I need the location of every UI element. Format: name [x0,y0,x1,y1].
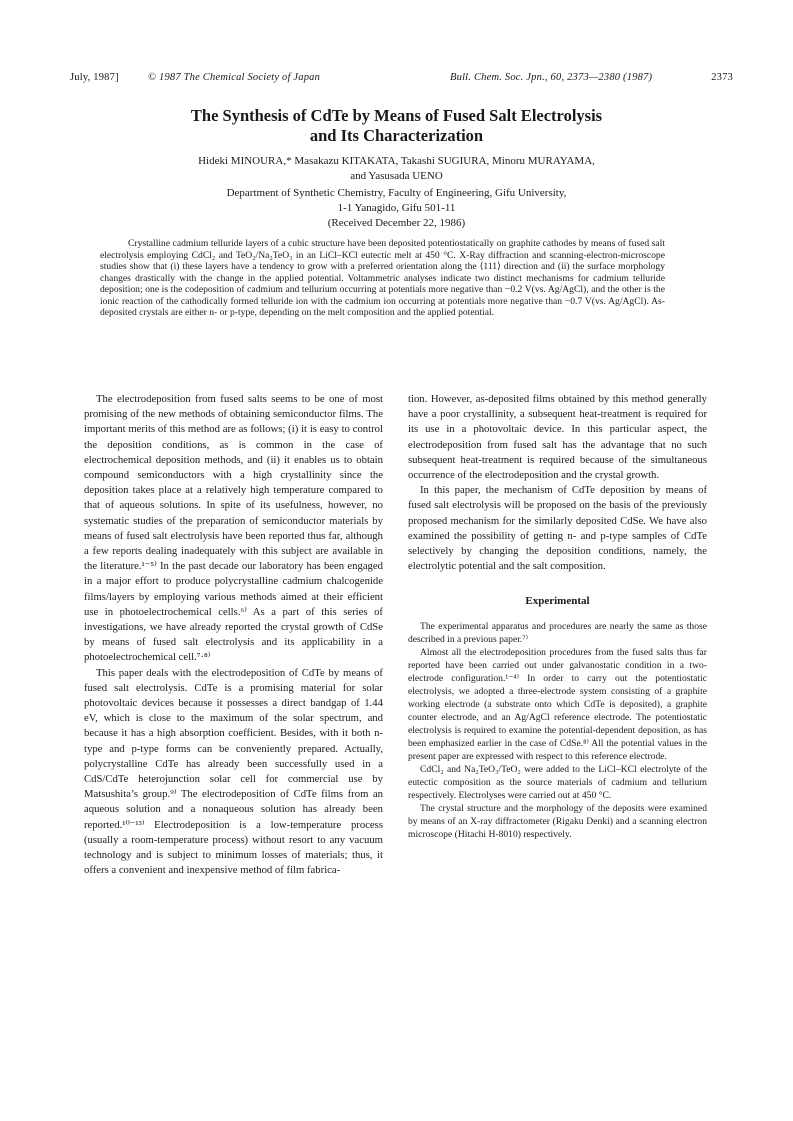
intro-paragraph-1: The electrodeposition from fused salts seems to be one of most promising of the new methods of obtaining semiconductor films. The important merits of this method are as follows; (i) it is easy to control the deposition conditions, as is common in the case of electrochemical deposition methods, and (ii) it enables us to obtain compound semiconductors with a high crystallinity since the deposition takes place at a relatively high temperature compared to that of aqueous solutions. In spite of its usefulness, however, no systematic studies of the preparation of semiconductor materials by means of fused salt electrolysis have been reported thus far, although a few reports dealing inadequately with this subject are available in the literature.¹⁻⁵⁾ In the past decade our laboratory has been engaged in a major effort to produce polycrystalline cadmium chalcogenide films/layers by employing various methods aimed at their efficient use in photoelectrochemical cells.⁶⁾ As a part of this series of investigations, we have already reported the crystal growth of CdSe by means of fused salt electrolysis and its applicability in a photoelectrochemical cell.⁷·⁸⁾ [84,393,383,664]
left-column [84,392,383,879]
intro-paragraph-2: This paper deals with the electrodeposition of CdTe by means of fused salt electrolysis. CdTe is a promising material for solar photovoltaic devices because it possesses a direct bandgap of 1.44 eV, which is close to the maximum of the solar spectrum, and because it has a high absorption coefficient. Besides, with it both n-type and p-type forms can be conveniently prepared. Actually, polycrystalline CdTe has already been successfully used in a CdS/CdTe heterojunction solar cell for commercial use by Matsushita’s group.⁹⁾ The electrodeposition of CdTe films from an aqueous solution and a nonaqueous solution has already been reported.¹⁰⁻¹³⁾ Electrodeposition is a low-temperature process (usually a room-temperature process) without resort to any vacuum technology and is subject to minimum losses of materials; thus, it offers a convenient and inexpensive method of film fabrica- [84,666,383,877]
section-heading-experimental: Experimental [525,595,590,608]
title-line-2: and Its Characterization [309,126,484,145]
affiliation-line-2: 1-1 Yanagido, Gifu 501-11 [337,202,456,214]
experimental-paragraph-2: Almost all the electrodeposition procedures from the fused salts thus far reported have been carried out under galvanostatic condition in a two-electrode configuration.¹⁻⁴⁾ In order to carry out the potentiostatic electrolysis, we adopted a three-electrode system consisting of a graphite working electrode (a substrate onto which CdTe is deposited), a graphite counter electrode, and an Ag/AgCl reference electrode. The potentiostatic electrolysis is required to examine the potential-dependent deposition, as has been emphasized earlier in the case of CdSe.⁸⁾ All the potential values in the present paper are expressed with respect to this reference electrode. [408,646,707,762]
right-column [408,392,707,841]
affiliation-line-1: Department of Synthetic Chemistry, Faculty of Engineering, Gifu University, [226,187,567,199]
header-date: July, 1987] [70,72,119,83]
article-title [100,106,693,146]
experimental-section [408,620,707,841]
intro-paragraph-3: tion. However, as-deposited films obtained by this method generally have a poor crystallinity, a subsequent heat-treatment is required for its use in a photovoltaic device. In this particular aspect, the electrodeposition from fused salt has the advantage that no such subsequent heat-treatment is required because of the simultaneous occurrence of the electrodeposition and the crystal growth. [408,393,707,482]
running-header [70,72,733,88]
author-list [100,154,693,184]
experimental-paragraph-4: The crystal structure and the morphology of the deposits were examined by means of an X-ray diffractometer (Rigaku Denki) and a scanning electron microscope (Hitachi H-8010) respectively. [408,802,707,840]
title-line-1: The Synthesis of CdTe by Means of Fused Salt Electrolysis [190,106,603,125]
header-copyright: © 1987 The Chemical Society of Japan [148,72,321,83]
abstract: Crystalline cadmium telluride layers of a cubic structure have been deposited potentiostatically on graphite cathodes by means of fused salt electrolysis employing CdCl₂ and TeO₂/Na₂TeO₃ in an LiCl–KCl eutectic melt at 450 °C. X-Ray diffraction and scanning-electron-microscope studies show that (i) these layers have a tendency to grow with a preferred orientation along the ⟨111⟩ direction and (ii) the surface morphology changes drastically with the change in the applied potential. Voltammetric analyses indicate two distinct mechanisms for cadmium telluride deposition; one is the codeposition of cadmium and tellurium occurring at potentials more negative than −0.2 V(vs. Ag/AgCl), and the other is the ionic reaction of the cathodically formed telluride ion with the cadmium ion occurring at potentials more negative than −0.7 V(vs. Ag/AgCl). As-deposited crystals are either n- or p-type, depending on the melt composition and the applied potential. [100,238,665,318]
experimental-paragraph-3: CdCl₂ and Na₂TeO₃/TeO₂ were added to the LiCl–KCl electrolyte of the eutectic composition as the source materials of cadmium and tellurium respectively. Electrolyses were carried out at 450 °C. [408,763,707,801]
header-journal-citation: Bull. Chem. Soc. Jpn., 60, 2373—2380 (1987) [450,72,653,83]
affiliation [100,186,693,231]
authors-line-1: Hideki MINOURA,* Masakazu KITAKATA, Takashi SUGIURA, Minoru MURAYAMA, [198,155,595,167]
authors-line-2: and Yasusada UENO [350,170,443,182]
intro-paragraph-4: In this paper, the mechanism of CdTe deposition by means of fused salt electrolysis will be proposed on the basis of the previously proposed mechanism for the similarly deposited CdSe. We have also examined the possibility of getting n- and p-type samples of CdTe selectively by changing the deposition conditions, namely, the electrolytic potential and the salt composition. [408,484,707,573]
experimental-paragraph-1: The experimental apparatus and procedures are nearly the same as those described in a previous paper.⁷⁾ [408,620,707,645]
header-page-number: 2373 [711,72,733,83]
received-date: (Received December 22, 1986) [327,217,466,229]
